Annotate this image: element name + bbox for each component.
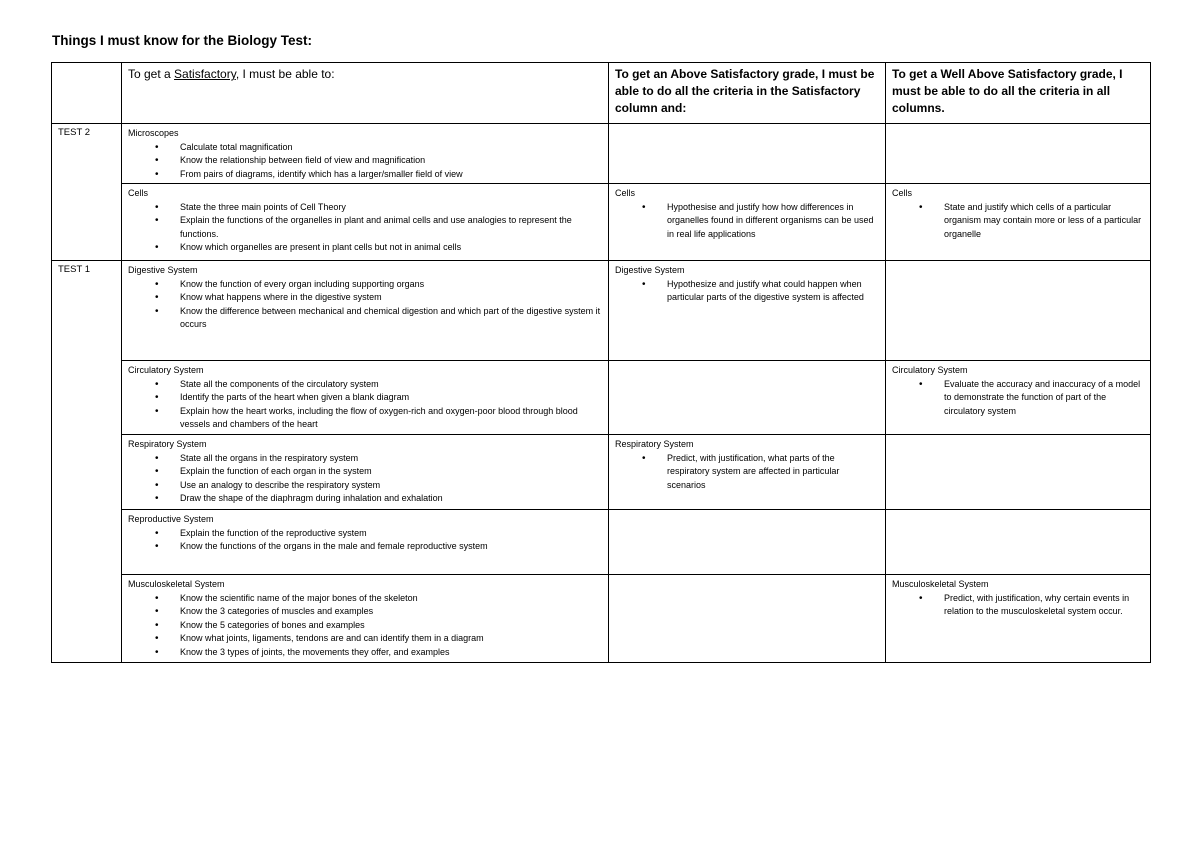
topic-label: Microscopes <box>128 128 179 138</box>
header-row <box>52 63 1151 124</box>
list-item: • Know which organelles are present in plant cells but not in animal cells <box>180 241 602 255</box>
header-satisfactory-prefix: To get a <box>128 67 175 81</box>
criteria-list <box>128 201 602 255</box>
list-item: • Know the scientific name of the major bones of the skeleton <box>180 592 602 606</box>
header-satisfactory-word: Satisfactory <box>174 67 236 81</box>
list-item: • State all the components of the circulatory system <box>180 378 602 392</box>
row-musculoskeletal-system <box>52 575 1151 663</box>
list-item: • Hypothesise and justify how how differences in organelles found in different organisms can be used in real life applications <box>667 201 879 242</box>
list-item: • Know what joints, ligaments, tendons are and can identify them in a diagram <box>180 632 602 646</box>
list-item: • State all the organs in the respiratory system <box>180 452 602 466</box>
topic-label: Cells <box>615 188 636 198</box>
microscopes-satisfactory-cell <box>122 124 609 184</box>
cells-above-cell <box>609 184 886 261</box>
list-item: • Explain how the heart works, including the flow of oxygen-rich and oxygen-poor blood through blood vessels and chambers of the heart <box>180 405 602 432</box>
list-item: • Know the 3 categories of muscles and examples <box>180 605 602 619</box>
list-item: • Hypothesize and justify what could happen when particular parts of the digestive system is affected <box>667 278 879 305</box>
respiratory-well-above-cell <box>886 435 1151 510</box>
topic-label: Digestive System <box>128 265 198 275</box>
topic-label: Digestive System <box>615 265 685 275</box>
row-cells <box>52 184 1151 261</box>
row-reproductive-system <box>52 510 1151 575</box>
list-item: • State the three main points of Cell Theory <box>180 201 602 215</box>
list-item: • Know the relationship between field of view and magnification <box>180 154 602 168</box>
topic-label: Cells <box>892 188 913 198</box>
topic-label: Musculoskeletal System <box>128 579 225 589</box>
row-respiratory-system <box>52 435 1151 510</box>
topic-label: Circulatory System <box>892 365 968 375</box>
criteria-list <box>128 141 602 182</box>
criteria-list <box>128 592 602 660</box>
list-item: • Know the functions of the organs in the male and female reproductive system <box>180 540 602 554</box>
circulatory-satisfactory-cell <box>122 361 609 435</box>
topic-label: Respiratory System <box>615 439 694 449</box>
list-item: • Explain the function of the reproductive system <box>180 527 602 541</box>
criteria-list <box>128 527 602 554</box>
list-item: • Explain the functions of the organelles in plant and animal cells and use analogies to represent the functions. <box>180 214 602 241</box>
topic-label: Cells <box>128 188 149 198</box>
list-item: • Evaluate the accuracy and inaccuracy of a model to demonstrate the function of part of the circulatory system <box>944 378 1144 419</box>
criteria-list <box>892 378 1144 419</box>
criteria-list <box>128 452 602 506</box>
digestive-above-cell <box>609 261 886 361</box>
criteria-list <box>892 201 1144 242</box>
criteria-table <box>51 62 1151 663</box>
list-item: • Know what happens where in the digestive system <box>180 291 602 305</box>
criteria-list <box>892 592 1144 619</box>
list-item: • Know the difference between mechanical and chemical digestion and which part of the digestive system it occurs <box>180 305 602 332</box>
topic-label: Circulatory System <box>128 365 204 375</box>
reproductive-above-cell <box>609 510 886 575</box>
header-empty-cell <box>52 63 122 124</box>
list-item: • Know the function of every organ including supporting organs <box>180 278 602 292</box>
digestive-well-above-cell <box>886 261 1151 361</box>
criteria-list <box>128 278 602 332</box>
microscopes-above-cell <box>609 124 886 184</box>
topic-label: Respiratory System <box>128 439 207 449</box>
list-item: • Identify the parts of the heart when given a blank diagram <box>180 391 602 405</box>
list-item: • Know the 5 categories of bones and examples <box>180 619 602 633</box>
row-digestive-system <box>52 261 1151 361</box>
list-item: • Use an analogy to describe the respiratory system <box>180 479 602 493</box>
header-well-above-satisfactory: To get a Well Above Satisfactory grade, I must be able to do all the criteria in all columns. <box>886 63 1151 124</box>
test-2-label: TEST 2 <box>52 124 122 261</box>
header-satisfactory <box>122 63 609 124</box>
criteria-list <box>128 378 602 432</box>
criteria-list <box>615 452 879 493</box>
test-1-label: TEST 1 <box>52 261 122 663</box>
list-item: • Know the 3 types of joints, the movements they offer, and examples <box>180 646 602 660</box>
criteria-list <box>615 201 879 242</box>
respiratory-above-cell <box>609 435 886 510</box>
list-item: • From pairs of diagrams, identify which has a larger/smaller field of view <box>180 168 602 182</box>
cells-satisfactory-cell <box>122 184 609 261</box>
header-satisfactory-suffix: , I must be able to: <box>235 67 335 81</box>
circulatory-above-cell <box>609 361 886 435</box>
document-title: Things I must know for the Biology Test: <box>52 33 313 48</box>
microscopes-well-above-cell <box>886 124 1151 184</box>
reproductive-well-above-cell <box>886 510 1151 575</box>
reproductive-satisfactory-cell <box>122 510 609 575</box>
circulatory-well-above-cell <box>886 361 1151 435</box>
list-item: • Explain the function of each organ in the system <box>180 465 602 479</box>
row-microscopes <box>52 124 1151 184</box>
list-item: • Predict, with justification, what parts of the respiratory system are affected in particular scenarios <box>667 452 879 493</box>
criteria-list <box>615 278 879 305</box>
list-item: • State and justify which cells of a particular organism may contain more or less of a particular organelle <box>944 201 1144 242</box>
cells-well-above-cell <box>886 184 1151 261</box>
row-circulatory-system <box>52 361 1151 435</box>
musculoskeletal-well-above-cell <box>886 575 1151 663</box>
musculoskeletal-satisfactory-cell <box>122 575 609 663</box>
respiratory-satisfactory-cell <box>122 435 609 510</box>
list-item: • Predict, with justification, why certain events in relation to the musculoskeletal system occur. <box>944 592 1144 619</box>
musculoskeletal-above-cell <box>609 575 886 663</box>
topic-label: Musculoskeletal System <box>892 579 989 589</box>
digestive-satisfactory-cell <box>122 261 609 361</box>
header-above-satisfactory: To get an Above Satisfactory grade, I must be able to do all the criteria in the Satisfactory column and: <box>609 63 886 124</box>
list-item: • Calculate total magnification <box>180 141 602 155</box>
list-item: • Draw the shape of the diaphragm during inhalation and exhalation <box>180 492 602 506</box>
topic-label: Reproductive System <box>128 514 214 524</box>
